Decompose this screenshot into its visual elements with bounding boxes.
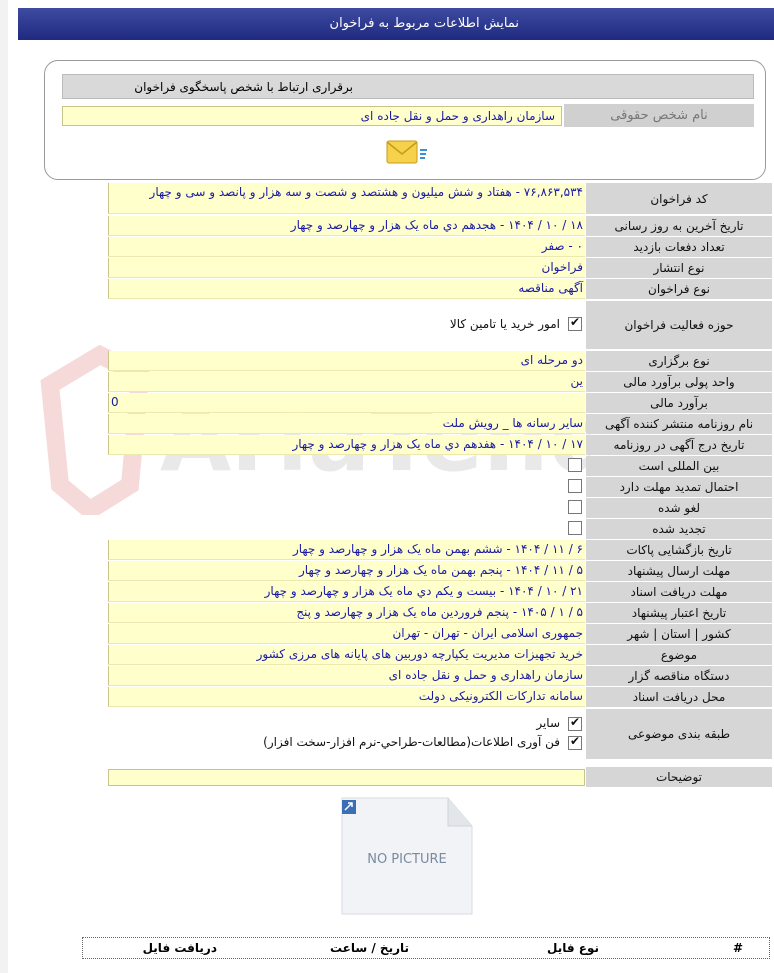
label-currency: واحد پولی برآورد مالی bbox=[586, 372, 772, 392]
label-proposal-deadline: مهلت ارسال پیشنهاد bbox=[586, 561, 772, 581]
label-newspaper: نام روزنامه منتشر کننده آگهی bbox=[586, 414, 772, 434]
value-last-update: ۱۸ / ۱۰ / ۱۴۰۴ - هجدهم دي ماه يک هزار و چهارصد و چهار bbox=[108, 216, 585, 236]
extension-checkbox[interactable] bbox=[568, 479, 582, 493]
value-location: جمهوری اسلامی ایران - تهران - تهران bbox=[108, 624, 585, 644]
activity-area-checkbox[interactable] bbox=[568, 317, 582, 331]
value-doc-deadline: ۲۱ / ۱۰ / ۱۴۰۴ - بیست و یکم دي ماه يک هزار و چهارصد و چهار bbox=[108, 582, 585, 602]
label-estimate: برآورد مالی bbox=[586, 393, 772, 413]
header-num: # bbox=[732, 941, 743, 955]
label-renewed: تجدید شده bbox=[586, 519, 772, 539]
label-description: توضیحات bbox=[586, 767, 772, 787]
page-title: نمایش اطلاعات مربوط به فراخوان bbox=[18, 8, 774, 40]
activity-area-text: امور خرید یا تامین کالا bbox=[449, 317, 560, 331]
label-doc-location: محل دریافت اسناد bbox=[586, 687, 772, 707]
label-visit-count: تعداد دفعات بازدید bbox=[586, 237, 772, 257]
value-holding-type: دو مرحله ای bbox=[108, 351, 585, 371]
label-subject: موضوع bbox=[586, 645, 772, 665]
header-date-time: تاریخ / ساعت bbox=[329, 941, 409, 955]
label-ad-date: تاریخ درج آگهی در روزنامه bbox=[586, 435, 772, 455]
legal-person-value: سازمان راهداری و حمل و نقل جاده ای bbox=[62, 106, 562, 126]
cancelled-checkbox[interactable] bbox=[568, 500, 582, 514]
category-checkbox-it[interactable] bbox=[568, 736, 582, 750]
label-holding-type: نوع برگزاری bbox=[586, 351, 772, 371]
label-validity: تاریخ اعتبار پیشنهاد bbox=[586, 603, 772, 623]
value-call-type: آگهی مناقصه bbox=[108, 279, 585, 299]
label-call-type: نوع فراخوان bbox=[586, 279, 772, 299]
files-table-header bbox=[82, 937, 770, 959]
label-opening-date: تاریخ بازگشایی پاکات bbox=[586, 540, 772, 560]
mail-icon[interactable] bbox=[385, 137, 429, 169]
label-activity-area: حوزه فعالیت فراخوان bbox=[586, 301, 772, 349]
category-it-text: فن آوری اطلاعات(مطالعات-طراحي-نرم افزار-سخت افزار) bbox=[263, 735, 560, 749]
label-location: کشور | استان | شهر bbox=[586, 624, 772, 644]
legal-person-label: نام شخص حقوقی bbox=[564, 104, 754, 127]
contact-header: برقراری ارتباط با شخص پاسخگوی فراخوان bbox=[62, 74, 754, 99]
label-doc-deadline: مهلت دریافت اسناد bbox=[586, 582, 772, 602]
value-currency: ین bbox=[108, 372, 585, 392]
value-estimate: 0 bbox=[108, 393, 585, 413]
value-visit-count: ۰ - صفر bbox=[108, 237, 585, 257]
no-picture-text: NO PICTURE bbox=[367, 852, 447, 867]
no-picture-image bbox=[338, 796, 476, 916]
value-tender-org: سازمان راهداری و حمل و نقل جاده ای bbox=[108, 666, 585, 686]
value-validity: ۵ / ۱ / ۱۴۰۵ - پنجم فروردین ماه يک هزار و چهارصد و پنج bbox=[108, 603, 585, 623]
header-file-type: نوع فایل bbox=[547, 941, 599, 955]
scrollbar-left[interactable] bbox=[0, 0, 8, 973]
label-category: طبقه بندی موضوعی bbox=[586, 709, 772, 759]
label-last-update: تاریخ آخرین به روز رسانی bbox=[586, 216, 772, 236]
label-international: بین المللی است bbox=[586, 456, 772, 476]
value-publish-type: فراخوان bbox=[108, 258, 585, 278]
renewed-checkbox[interactable] bbox=[568, 521, 582, 535]
value-proposal-deadline: ۵ / ۱۱ / ۱۴۰۴ - پنجم بهمن ماه يک هزار و چهارصد و چهار bbox=[108, 561, 585, 581]
value-ad-date: ۱۷ / ۱۰ / ۱۴۰۴ - هفدهم دي ماه يک هزار و چهارصد و چهار bbox=[108, 435, 585, 455]
label-extension: احتمال تمدید مهلت دارد bbox=[586, 477, 772, 497]
value-doc-location: سامانه تدارکات الکترونیکی دولت bbox=[108, 687, 585, 707]
category-checkbox-other[interactable] bbox=[568, 717, 582, 731]
value-subject: خرید تجهیزات مدیریت یکپارچه دوربین های پایانه های مرزی کشور bbox=[108, 645, 585, 665]
value-opening-date: ۶ / ۱۱ / ۱۴۰۴ - ششم بهمن ماه يک هزار و چهارصد و چهار bbox=[108, 540, 585, 560]
header-received: دریافت فایل bbox=[142, 941, 217, 955]
label-call-code: کد فراخوان bbox=[586, 183, 772, 214]
category-other-text: سایر bbox=[536, 716, 560, 730]
value-call-code: ۷۶,۸۶۳,۵۳۴ - هفتاد و شش میلیون و هشتصد و شصت و سه هزار و پانصد و سی و چهار bbox=[108, 183, 585, 214]
international-checkbox[interactable] bbox=[568, 458, 582, 472]
value-description bbox=[108, 769, 585, 786]
value-newspaper: سایر رسانه ها _ رویش ملت bbox=[108, 414, 585, 434]
label-tender-org: دستگاه مناقصه گزار bbox=[586, 666, 772, 686]
label-cancelled: لغو شده bbox=[586, 498, 772, 518]
label-publish-type: نوع انتشار bbox=[586, 258, 772, 278]
